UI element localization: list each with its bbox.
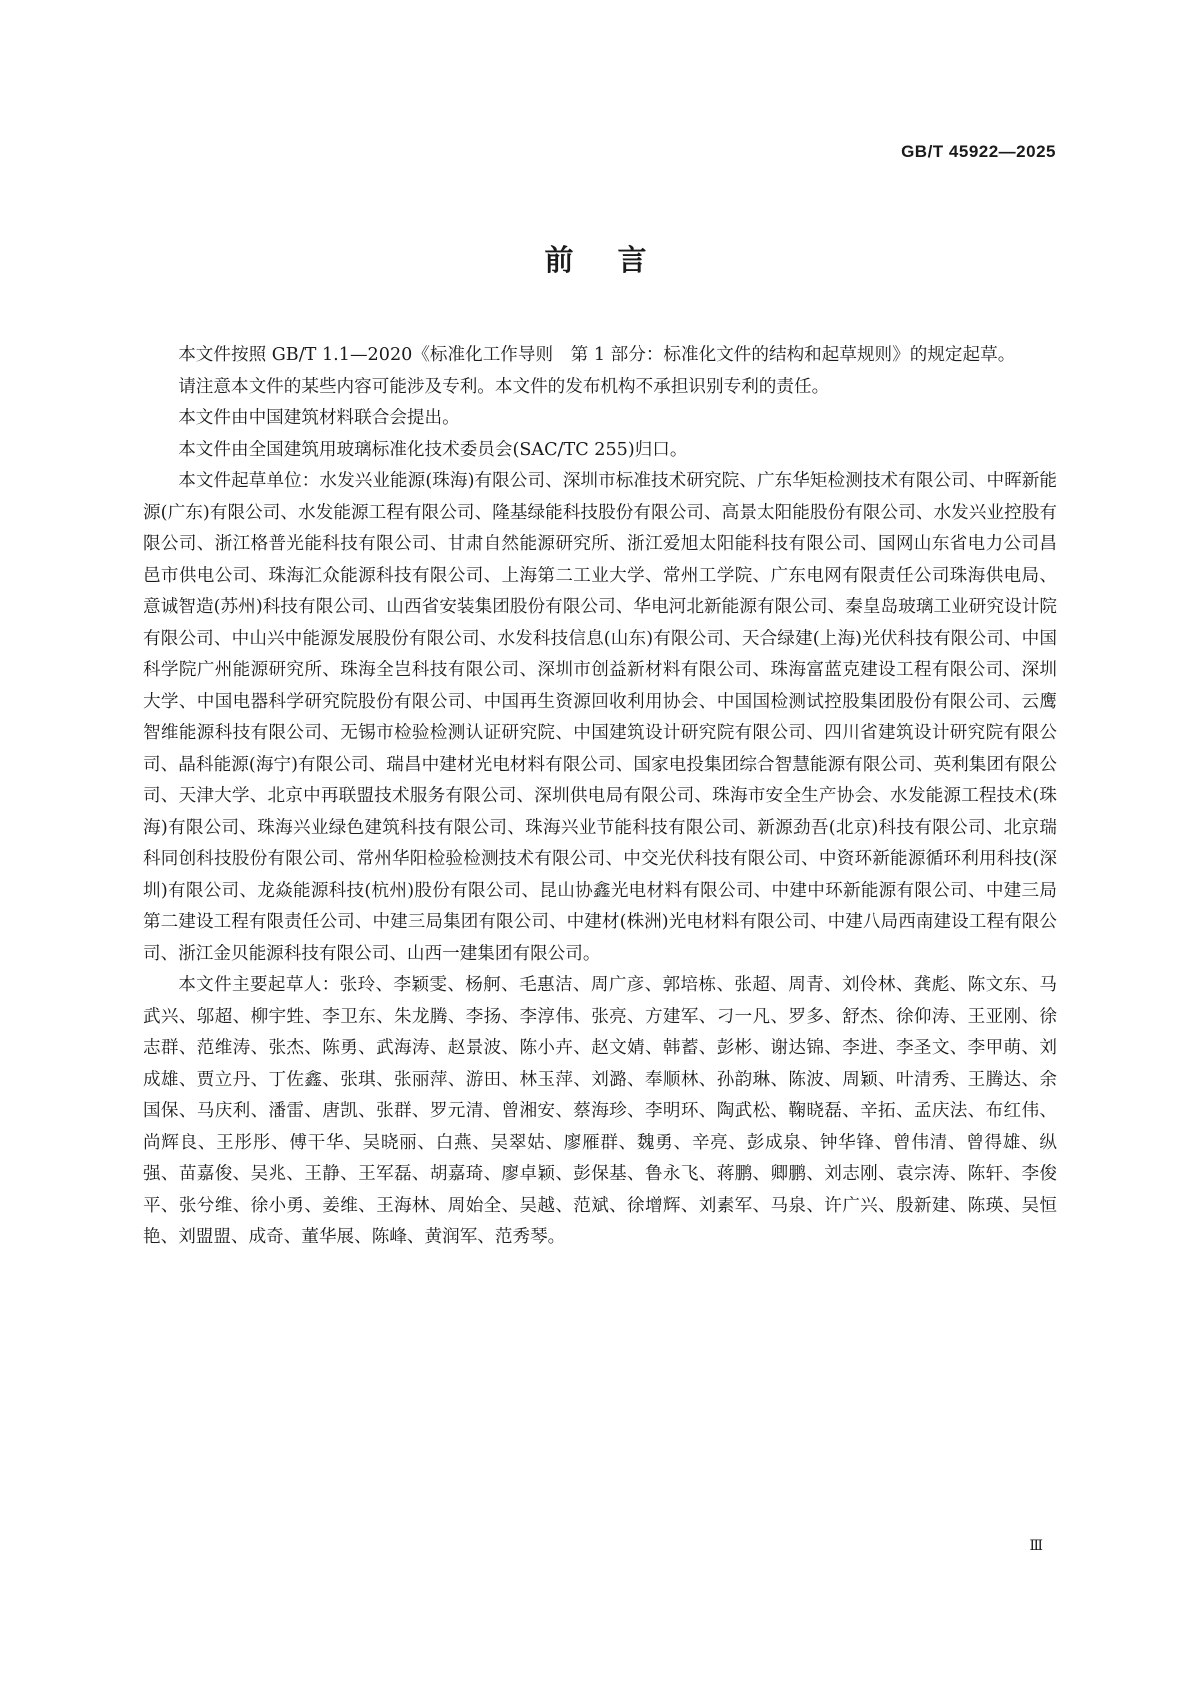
standard-number: GB/T 45922—2025 bbox=[901, 142, 1056, 161]
foreword-body bbox=[143, 340, 1057, 1254]
page-title: 前言 bbox=[544, 243, 691, 277]
paragraph-technical-committee: 本文件由全国建筑用玻璃标准化技术委员会(SAC/TC 255)归口。 bbox=[178, 439, 688, 460]
paragraph-patent-notice: 请注意本文件的某些内容可能涉及专利。本文件的发布机构不承担识别专利的责任。 bbox=[178, 376, 830, 397]
page-number: Ⅲ bbox=[1029, 1538, 1043, 1554]
paragraph-drafting-organizations: 本文件起草单位：水发兴业能源(珠海)有限公司、深圳市标准技术研究院、广东华矩检测技术有限公司、中晖新能源(广东)有限公司、水发能源工程有限公司、隆基绿能科技股份有限公司、高景太阳能股份有限公司、水发兴业控股有限公司、浙江格普光能科技有限公司、甘肃自然能源研究所、浙江爱旭太阳能科技有限公司、国网山东省电力公司昌邑市供电公司、珠海汇众能源科技有限公司、上海第二工业大学、常州工学院、广东电网有限责任公司珠海供电局、意诚智造(苏州)科技有限公司、山西省安装集团股份有限公司、华电河北新能源有限公司、秦皇岛玻璃工业研究设计院有限公司、中山兴中能源发展股份有限公司、水发科技信息(山东)有限公司、天合绿建(上海)光伏科技有限公司、中国科学院广州能源研究所、珠海全岂科技有限公司、深圳市创益新材料有限公司、珠海富蓝克建设工程有限公司、深圳大学、中国电器科学研究院股份有限公司、中国再生资源回收利用协会、中国国检测试控股集团股份有限公司、云鹰智维能源科技有限公司、无锡市检验检测认证研究院、中国建筑设计研究院有限公司、四川省建筑设计研究院有限公司、晶科能源(海宁)有限公司、瑞昌中建材光电材料有限公司、国家电投集团综合智慧能源有限公司、英利集团有限公司、天津大学、北京中再联盟技术服务有限公司、深圳供电局有限公司、珠海市安全生产协会、水发能源工程技术(珠海)有限公司、珠海兴业绿色建筑科技有限公司、珠海兴业节能科技有限公司、新源劲吾(北京)科技有限公司、北京瑞科同创科技股份有限公司、常州华阳检验检测技术有限公司、中交光伏科技有限公司、中资环新能源循环利用科技(深圳)有限公司、龙焱能源科技(杭州)股份有限公司、昆山协鑫光电材料有限公司、中建中环新能源有限公司、中建三局第二建设工程有限责任公司、中建三局集团有限公司、中建材(株洲)光电材料有限公司、中建八局西南建设工程有限公司、浙江金贝能源科技有限公司、山西一建集团有限公司。 bbox=[143, 471, 1057, 964]
paragraph-proposer: 本文件由中国建筑材料联合会提出。 bbox=[178, 408, 460, 428]
paragraph-drafting-rules: 本文件按照 GB/T 1.1—2020《标准化工作导则 第 1 部分：标准化文件的结构和起草规则》的规定起草。 bbox=[178, 345, 1016, 365]
paragraph-drafters: 本文件主要起草人：张玲、李颖雯、杨舸、毛惠洁、周广彦、郭培栋、张超、周青、刘伶林、龚彪、陈文东、马武兴、邬超、柳宇甡、李卫东、朱龙腾、李扬、李淳伟、张亮、方建军、刁一凡、罗多、舒杰、徐仰涛、王亚刚、徐志群、范维涛、张杰、陈勇、武海涛、赵景波、陈小卉、赵文婧、韩蓄、彭彬、谢达锦、李进、李圣文、李甲萌、刘成雄、贾立丹、丁佐鑫、张琪、张丽萍、游田、林玉萍、刘潞、奉顺林、孙韵琳、陈波、周颖、叶清秀、王腾达、余国保、马庆利、潘雷、唐凯、张群、罗元清、曾湘安、蔡海珍、李明环、陶武松、鞠晓磊、辛拓、孟庆法、布红伟、尚辉良、王彤彤、傅干华、吴晓丽、白燕、吴翠姑、廖雁群、魏勇、辛亮、彭成泉、钟华锋、曾伟清、曾得雄、纵强、苗嘉俊、吴兆、王静、王军磊、胡嘉琦、廖卓颖、彭保基、鲁永飞、蒋鹏、卿鹏、刘志刚、袁宗涛、陈轩、李俊平、张兮维、徐小勇、姜维、王海林、周始全、吴越、范斌、徐增辉、刘素军、马泉、许广兴、殷新建、陈瑛、吴恒艳、刘盟盟、成奇、董华展、陈峰、黄润军、范秀琴。 bbox=[143, 975, 1057, 1247]
